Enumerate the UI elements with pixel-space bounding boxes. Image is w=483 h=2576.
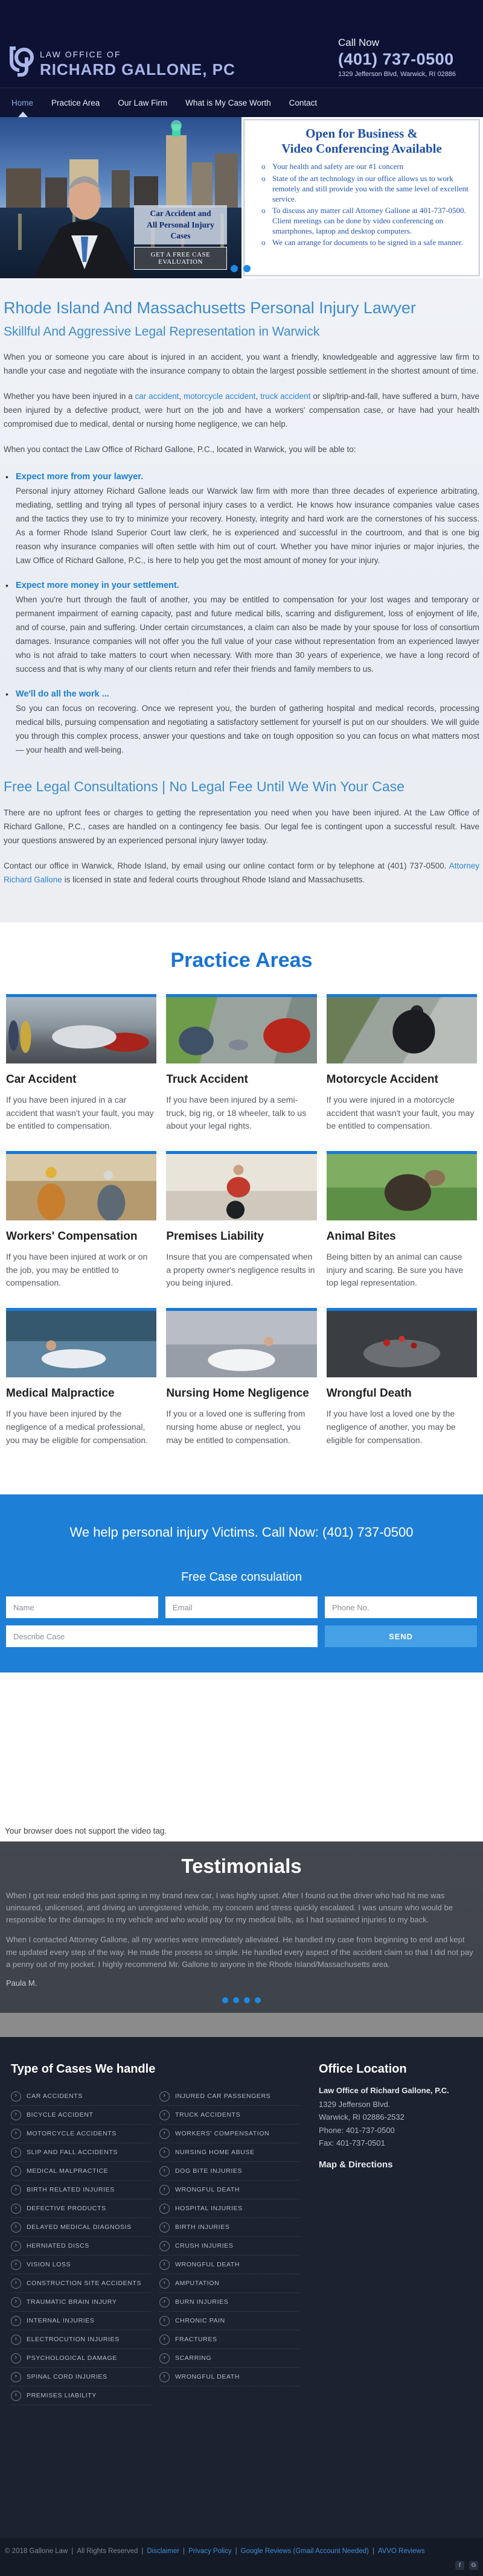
- case-label: DEFECTIVE PRODUCTS: [27, 2205, 106, 2213]
- benefit-body: So you can focus on recovering. Once we represent you, the burden of gathering hospital and medical records, processing medical bills, pursuing compensation and negotiating a satisfactory settlement for yourself is put on our shoulders. We will guide you through this complex process, answer your questions and take on tough opposition so you can focus on what matters most — your health and well-being.: [16, 704, 479, 754]
- card-premises-liability[interactable]: [166, 1151, 316, 1290]
- cases-list-left: [11, 2087, 151, 2405]
- benefit-list: [4, 472, 479, 757]
- separator: |: [71, 2547, 74, 2555]
- case-label: BIRTH RELATED INJURIES: [27, 2186, 115, 2194]
- chevron-circle-icon: [11, 2372, 21, 2382]
- chevron-circle-icon: [11, 2091, 21, 2102]
- describe-case-field[interactable]: [6, 1625, 318, 1647]
- chevron-circle-icon: [159, 2241, 170, 2251]
- copyright-bar: [0, 2538, 483, 2576]
- case-link[interactable]: [159, 2106, 299, 2125]
- card-truck-accident[interactable]: [166, 994, 316, 1133]
- hero-overlay: [134, 205, 227, 270]
- rights-reserved: All Rights Reserved: [77, 2547, 138, 2555]
- case-link[interactable]: [159, 2199, 299, 2218]
- chevron-circle-icon: [159, 2260, 170, 2270]
- case-link[interactable]: [159, 2274, 299, 2293]
- copyright: © 2018 Gallone Law: [5, 2547, 68, 2555]
- call-now-label: Call Now: [338, 37, 380, 48]
- testimonials-section: [0, 1841, 483, 2013]
- free-case-consultation-title: Free Case consulation: [181, 1570, 302, 1584]
- chevron-circle-icon: [159, 2147, 170, 2158]
- chevron-circle-icon: [159, 2297, 170, 2307]
- chevron-circle-icon: [159, 2166, 170, 2176]
- case-link[interactable]: [11, 2349, 151, 2368]
- office-firm-name: Law Office of Richard Gallone, P.C.: [319, 2085, 449, 2095]
- privacy-policy-link[interactable]: Privacy Policy: [188, 2547, 232, 2555]
- chevron-circle-icon: [11, 2316, 21, 2326]
- chevron-circle-icon: [11, 2297, 21, 2307]
- chevron-circle-icon: [11, 2222, 21, 2233]
- office-location: [319, 2062, 472, 2170]
- car-accident-link[interactable]: car accident: [135, 392, 179, 401]
- case-link[interactable]: [159, 2256, 299, 2274]
- map-directions-link[interactable]: Map & Directions: [319, 2159, 393, 2170]
- chevron-circle-icon: [11, 2278, 21, 2289]
- header-contact: [338, 37, 478, 79]
- video-unsupported-message: Your browser does not support the video tag.: [5, 1826, 167, 1835]
- chevron-circle-icon: [11, 2260, 21, 2270]
- chevron-circle-icon: [159, 2335, 170, 2345]
- header-phone-link[interactable]: (401) 737-0500: [338, 50, 454, 68]
- consultations-heading: Free Legal Consultations | No Legal Fee Until We Win Your Case: [4, 779, 405, 794]
- card-description: If you have lost a loved one by the negligence of another, you may be eligible for compensation.: [326, 1409, 456, 1445]
- firm-name-line1: LAW OFFICE OF: [40, 49, 121, 59]
- cases-title: Type of Cases We handle: [11, 2062, 156, 2076]
- footer-social-icons: [455, 2561, 478, 2570]
- case-label: CRUSH INJURIES: [175, 2242, 234, 2250]
- case-link[interactable]: [11, 2125, 151, 2143]
- separator: |: [141, 2547, 144, 2555]
- card-motorcycle-accident[interactable]: [327, 994, 477, 1133]
- section-divider: [0, 2013, 483, 2037]
- intro-paragraph-3: When you contact the Law Office of Richard Gallone, P.C., located in Warwick, you will be able to:: [4, 445, 356, 454]
- chevron-circle-icon: [159, 2316, 170, 2326]
- car-accident-photo: [6, 994, 156, 1063]
- disclaimer-link[interactable]: Disclaimer: [147, 2547, 180, 2555]
- hero-section: [0, 117, 483, 278]
- case-link[interactable]: [159, 2237, 299, 2256]
- case-link[interactable]: [159, 2368, 299, 2386]
- case-link[interactable]: [159, 2330, 299, 2349]
- facebook-icon[interactable]: f: [455, 2561, 464, 2570]
- case-link[interactable]: [159, 2162, 299, 2181]
- free-case-evaluation-button[interactable]: GET A FREE CASE EVALUATION: [134, 247, 227, 270]
- case-link[interactable]: [11, 2218, 151, 2237]
- case-label: DELAYED MEDICAL DIAGNOSIS: [27, 2224, 132, 2231]
- intro-paragraph-2: [4, 389, 479, 431]
- case-link[interactable]: [11, 2181, 151, 2199]
- hero-carousel-dots: [231, 265, 251, 272]
- case-link[interactable]: [159, 2181, 299, 2199]
- text-run: ,: [255, 392, 261, 401]
- case-label: WRONGFUL DEATH: [175, 2261, 240, 2269]
- case-label: NURSING HOME ABUSE: [175, 2149, 255, 2157]
- case-label: CHRONIC PAIN: [175, 2317, 225, 2325]
- nursing-home-negligence-photo: [166, 1308, 316, 1377]
- video-section: [0, 1672, 483, 1841]
- notice-title-line1: Open for Business &: [305, 126, 418, 141]
- animal-bites-photo: [327, 1151, 477, 1220]
- text-run: Contact our office in Warwick, Rhode Island, by email using our online contact form or by telephone at (401) 737-0500.: [4, 861, 449, 870]
- benefit-title: • Expect more from your lawyer.: [16, 472, 144, 482]
- case-link[interactable]: [11, 2368, 151, 2386]
- case-label: MEDICAL MALPRACTICE: [27, 2167, 109, 2175]
- firm-logo[interactable]: [7, 43, 235, 79]
- case-link[interactable]: [11, 2199, 151, 2218]
- chevron-circle-icon: [11, 2129, 21, 2139]
- card-title[interactable]: Wrongful Death: [326, 1387, 412, 1400]
- medical-malpractice-photo: [6, 1308, 156, 1377]
- card-description: If you have been injured by the negligence of a medical professional, you may be eligible for compensation.: [6, 1409, 149, 1445]
- firm-name: [40, 49, 235, 79]
- chevron-circle-icon: [11, 2110, 21, 2120]
- text-run: Whether you have been injured in a: [4, 392, 135, 401]
- case-link[interactable]: [11, 2386, 151, 2405]
- email-field[interactable]: [165, 1596, 318, 1618]
- contact-form: [6, 1596, 477, 1647]
- motorcycle-accident-photo: [327, 994, 477, 1063]
- chevron-circle-icon: [159, 2222, 170, 2233]
- carousel-dot[interactable]: [222, 1997, 228, 2003]
- carousel-dot[interactable]: [243, 265, 251, 272]
- case-label: BIRTH INJURIES: [175, 2224, 230, 2231]
- chevron-circle-icon: [11, 2204, 21, 2214]
- cases-list-right: [159, 2087, 299, 2405]
- office-phone: Phone: 401-737-0500: [319, 2125, 395, 2135]
- card-description: If you or a loved one is suffering from nursing home abuse or neglect, you may be entitled to compensation.: [166, 1409, 305, 1445]
- case-label: INJURED CAR PASSENGERS: [175, 2093, 271, 2100]
- case-label: WRONGFUL DEATH: [175, 2186, 240, 2194]
- case-link[interactable]: [159, 2125, 299, 2143]
- notice-bullet-list: [252, 161, 472, 247]
- case-label: WORKERS' COMPENSATION: [175, 2130, 270, 2138]
- office-address-line2: Warwick, RI 02886-2532: [319, 2112, 405, 2122]
- card-description: If you have been injured in a car accident that wasn't your fault, you may be entitled to compensation.: [6, 1095, 154, 1131]
- chevron-circle-icon: [159, 2110, 170, 2120]
- attorney-gallone-link[interactable]: Attorney Richard Gallone: [4, 861, 479, 884]
- premises-liability-photo: [166, 1151, 316, 1220]
- text-run: is licensed in state and federal courts throughout Rhode Island and Massachusetts.: [62, 875, 365, 884]
- chevron-circle-icon: [11, 2353, 21, 2364]
- testimonials-title: Testimonials: [181, 1855, 302, 1877]
- case-link[interactable]: [11, 2256, 151, 2274]
- nav-item-contact[interactable]: Contact: [289, 98, 318, 107]
- card-car-accident[interactable]: [6, 994, 156, 1133]
- cta-headline: We help personal injury Victims. Call Now: (401) 737-0500: [69, 1525, 414, 1540]
- benefit-title: • Expect more money in your settlement.: [16, 581, 179, 590]
- case-link[interactable]: [11, 2274, 151, 2293]
- hero-overlay-text: [134, 205, 227, 244]
- card-nursing-home-negligence[interactable]: [166, 1308, 316, 1447]
- chevron-circle-icon: [159, 2185, 170, 2195]
- separator: |: [235, 2547, 237, 2555]
- case-link[interactable]: [159, 2349, 299, 2368]
- case-label: CAR ACCIDENTS: [27, 2093, 83, 2100]
- chevron-circle-icon: [159, 2129, 170, 2139]
- card-workers-compensation[interactable]: [6, 1151, 156, 1290]
- intro-paragraph-5: [4, 859, 479, 887]
- covid-notice-panel: [243, 119, 480, 276]
- nav-item-our-law-firm[interactable]: Our Law Firm: [118, 98, 168, 107]
- overlay-line1: Car Accident and: [150, 209, 211, 218]
- send-button[interactable]: SEND: [325, 1625, 477, 1647]
- case-label: TRAUMATIC BRAIN INJURY: [27, 2298, 117, 2306]
- firm-name-line2: RICHARD GALLONE, PC: [40, 60, 235, 78]
- card-wrongful-death[interactable]: [327, 1308, 477, 1447]
- avvo-reviews-link[interactable]: AVVO Reviews: [377, 2547, 425, 2555]
- card-title[interactable]: Animal Bites: [326, 1230, 396, 1243]
- practice-areas-title: Practice Areas: [170, 949, 313, 972]
- notice-bullet: o State of the art technology in our office allows us to work remotely and still provide you with the same level of excellent service.: [260, 173, 472, 204]
- chevron-circle-icon: [11, 2241, 21, 2251]
- card-title[interactable]: Premises Liability: [166, 1230, 264, 1243]
- case-link[interactable]: [159, 2087, 299, 2106]
- chevron-circle-icon: [11, 2147, 21, 2158]
- benefit-item: [4, 472, 479, 567]
- nav-item-practice-area[interactable]: Practice Area: [51, 98, 100, 107]
- case-link[interactable]: [11, 2312, 151, 2330]
- case-link[interactable]: [11, 2237, 151, 2256]
- case-label: ELECTROCUTION INJURIES: [27, 2336, 120, 2344]
- workers-compensation-photo: [6, 1151, 156, 1220]
- carousel-dot[interactable]: [255, 1997, 261, 2003]
- site-footer: [0, 2037, 483, 2538]
- benefit-item: [4, 689, 479, 757]
- card-title[interactable]: Nursing Home Negligence: [166, 1387, 309, 1400]
- testimonial-paragraph: When I got rear ended this past spring in my brand new car, I was highly upset. After I found out the driver who had hit me was uninsured, unlicensed, and driving an unregistered vehicle, my concern and stress quickly escalated. I was unsure who would be responsible for the damages to my vehicle and who would pay for my medical bills, as I had sustained injuries to my back.: [6, 1891, 453, 1925]
- benefit-body: Personal injury attorney Richard Gallone leads our Warwick law firm with more than three decades of experience arbitrating, mediating, settling and trying all types of personal injury cases to a verdict. He knows how insurance companies value cases and the tactics they use to try to minimize your recovery. Honesty, integrity and hard work are the cornerstones of his success. As a former Rhode Island Superior Court law clerk, he is experienced and successful in the courtroom, and that is one big reason why insurance companies will often settle with him out of court. Whether you have minor injuries or major injuries, the Law Office of Richard Gallone, P.C., is here to help you get the most amount of money for your injury.: [16, 486, 479, 565]
- case-link[interactable]: [11, 2106, 151, 2125]
- case-link[interactable]: [11, 2162, 151, 2181]
- notice-title-line2: Video Conferencing Available: [281, 141, 442, 156]
- carousel-dot[interactable]: [231, 265, 238, 272]
- card-description: If you have been injured by a semi-truck, big rig, or 18 wheeler, talk to us about your legal rights.: [166, 1095, 307, 1131]
- notice-title: [252, 126, 472, 156]
- text-run: or slip/trip-and-fall, have suffered a burn, have been injured by a defective product, were hurt on the job and have a workers' compensation case, or have had your health compromised due to medical, dental or nursing home negligence, we can help.: [4, 392, 480, 429]
- separator: |: [183, 2547, 185, 2555]
- practice-cards-grid: [6, 994, 477, 1447]
- case-label: SPINAL CORD INJURIES: [27, 2373, 107, 2381]
- card-description: Being bitten by an animal can cause injury and scaring. Be sure you have top legal representation.: [326, 1252, 464, 1288]
- card-title[interactable]: Medical Malpractice: [6, 1387, 115, 1400]
- case-label: PSYCHOLOGICAL DAMAGE: [27, 2354, 117, 2362]
- case-label: INTERNAL INJURIES: [27, 2317, 95, 2325]
- practice-areas-section: [0, 922, 483, 1494]
- case-label: TRUCK ACCIDENTS: [175, 2111, 241, 2119]
- site-header: [0, 0, 483, 88]
- copyright-text: [5, 2545, 447, 2558]
- nav-item-home[interactable]: Home: [11, 98, 34, 107]
- case-link[interactable]: [11, 2087, 151, 2106]
- chevron-circle-icon: [11, 2185, 21, 2195]
- main-nav: [0, 88, 483, 117]
- carousel-dot[interactable]: [244, 1997, 250, 2003]
- footer-columns: [11, 2062, 472, 2405]
- nav-item-case-worth[interactable]: What is My Case Worth: [185, 98, 271, 107]
- card-description: Insure that you are compensated when a property owner's negligence results in you being injured.: [166, 1252, 315, 1288]
- case-link[interactable]: [159, 2143, 299, 2162]
- separator: |: [372, 2547, 374, 2555]
- cta-section: [0, 1494, 483, 1672]
- google-reviews-link[interactable]: Google Reviews (Gmail Account Needed): [240, 2547, 369, 2555]
- case-link[interactable]: [159, 2218, 299, 2237]
- text-run: ,: [179, 392, 184, 401]
- phone-field[interactable]: [325, 1596, 477, 1618]
- intro-section: [0, 278, 483, 922]
- card-title[interactable]: Motorcycle Accident: [326, 1073, 438, 1086]
- testimonial-paragraph: When I contacted Attorney Gallone, all my worries were immediately alleviated. He handled my case from beginning to end and kept me updated every step of the way. He made the process so simple. He handled every aspect of the accident claim so that I did not pay a penny out of my pocket. I highly recommend Mr. Gallone to anyone in the Rhode Island/Massachusetts area.: [6, 1935, 473, 1969]
- carousel-dot[interactable]: [233, 1997, 239, 2003]
- benefit-title: • We'll do all the work ...: [16, 689, 109, 699]
- chevron-circle-icon: [11, 2335, 21, 2345]
- chevron-circle-icon: [11, 2166, 21, 2176]
- wrongful-death-photo: [327, 1308, 477, 1377]
- intro-paragraph-4: There are no upfront fees or charges to getting the representation you need when you have been injured. At the Law Office of Richard Gallone, P.C., cases are handled on a contingency fee basis. Our legal fee is contingent upon a successful result. Have your questions answered by an experienced personal injury lawyer today.: [4, 808, 479, 845]
- chevron-circle-icon: [159, 2204, 170, 2214]
- case-label: HERNIATED DISCS: [27, 2242, 89, 2250]
- case-label: CONSTRUCTION SITE ACCIDENTS: [27, 2280, 142, 2287]
- attorney-skyline-photo: [0, 117, 242, 278]
- benefit-body: When you're hurt through the fault of another, you may be entitled to compensation for your lost wages and temporary or permanent impairment of earning capacity, past and future medical bills, scarring and disfigurement, loss of enjoyment of life, and of course, pain and suffering. Under certain circumstances, a claim can also be made by your spouse for loss of consortium damages. Insurance companies will not offer you the full value of your case without representation from an experienced lawyer who is not afraid to take matters to court when necessary. With more than 30 years of experience, we have a long record of success and that is why many of our clients return and refer their friends and family members to us.: [16, 595, 479, 674]
- case-label: VISION LOSS: [27, 2261, 71, 2269]
- case-label: MOTORCYCLE ACCIDENTS: [27, 2130, 117, 2138]
- case-link[interactable]: [11, 2330, 151, 2349]
- overlay-line2: All Personal Injury Cases: [147, 220, 214, 240]
- office-fax: Fax: 401-737-0501: [319, 2138, 385, 2148]
- notice-bullet: o To discuss any matter call Attorney Gallone at 401-737-0500. Client meetings can be done by video conferencing on smartphones, laptop and desktop computers.: [260, 205, 472, 236]
- cases-columns: [11, 2087, 305, 2405]
- motorcycle-accident-link[interactable]: motorcycle accident: [184, 392, 256, 401]
- case-link[interactable]: [11, 2143, 151, 2162]
- case-label: HOSPITAL INJURIES: [175, 2205, 243, 2213]
- case-label: BICYCLE ACCIDENT: [27, 2111, 94, 2119]
- case-label: WRONGFUL DEATH: [175, 2373, 240, 2381]
- header-address: 1329 Jefferson Blvd, Warwick, RI 02886: [338, 71, 456, 78]
- case-label: SLIP AND FALL ACCIDENTS: [27, 2149, 118, 2157]
- intro-paragraph-1: When you or someone you care about is injured in an accident, you want a friendly, knowledgeable and aggressive law firm to handle your case and negotiate with the insurance company to obtain the largest possible settlement in the shortest amount of time.: [4, 352, 479, 375]
- card-description: If you were injured in a motorcycle accident that wasn't your fault, you may be entitled to compensation.: [326, 1095, 475, 1131]
- chevron-circle-icon: [159, 2278, 170, 2289]
- truck-accident-photo: [166, 994, 316, 1063]
- active-tab-caret-icon: [18, 112, 28, 117]
- case-link[interactable]: [11, 2293, 151, 2312]
- cases-we-handle: [11, 2062, 305, 2405]
- benefit-item: [4, 581, 479, 676]
- case-label: AMPUTATION: [175, 2280, 220, 2287]
- notice-bullet: o Your health and safety are our #1 concern: [260, 161, 472, 171]
- name-field[interactable]: [6, 1596, 158, 1618]
- testimonial-author: Paula M.: [6, 1978, 37, 1988]
- card-animal-bites[interactable]: [327, 1151, 477, 1290]
- chevron-circle-icon: [159, 2372, 170, 2382]
- case-link[interactable]: [159, 2312, 299, 2330]
- case-label: FRACTURES: [175, 2336, 217, 2344]
- card-title[interactable]: Workers' Compensation: [6, 1230, 138, 1243]
- page-subtitle: Skillful And Aggressive Legal Representation in Warwick: [4, 325, 320, 339]
- case-link[interactable]: [159, 2293, 299, 2312]
- google-icon[interactable]: G: [469, 2561, 478, 2570]
- card-title[interactable]: Truck Accident: [166, 1073, 248, 1086]
- truck-accident-link[interactable]: truck accident: [260, 392, 311, 401]
- chevron-circle-icon: [11, 2391, 21, 2401]
- testimonial-carousel-dots: [6, 1997, 477, 2003]
- chevron-circle-icon: [159, 2353, 170, 2364]
- card-title[interactable]: Car Accident: [6, 1073, 77, 1086]
- card-medical-malpractice[interactable]: [6, 1308, 156, 1447]
- page-title: Rhode Island And Massachusetts Personal Injury Lawyer: [4, 299, 416, 317]
- logo-monogram-icon: [7, 43, 34, 79]
- case-label: BURN INJURIES: [175, 2298, 229, 2306]
- chevron-circle-icon: [159, 2091, 170, 2102]
- case-label: DOG BITE INJURIES: [175, 2167, 243, 2175]
- office-address-line1: 1329 Jefferson Blvd.: [319, 2099, 391, 2109]
- case-label: SCARRING: [175, 2354, 212, 2362]
- card-description: If you have been injured at work or on the job, you may be entitled to compensation.: [6, 1252, 148, 1288]
- case-label: PREMISES LIABILITY: [27, 2392, 97, 2400]
- notice-bullet: o We can arrange for documents to be signed in a safe manner.: [260, 237, 472, 247]
- office-location-title: Office Location: [319, 2062, 407, 2076]
